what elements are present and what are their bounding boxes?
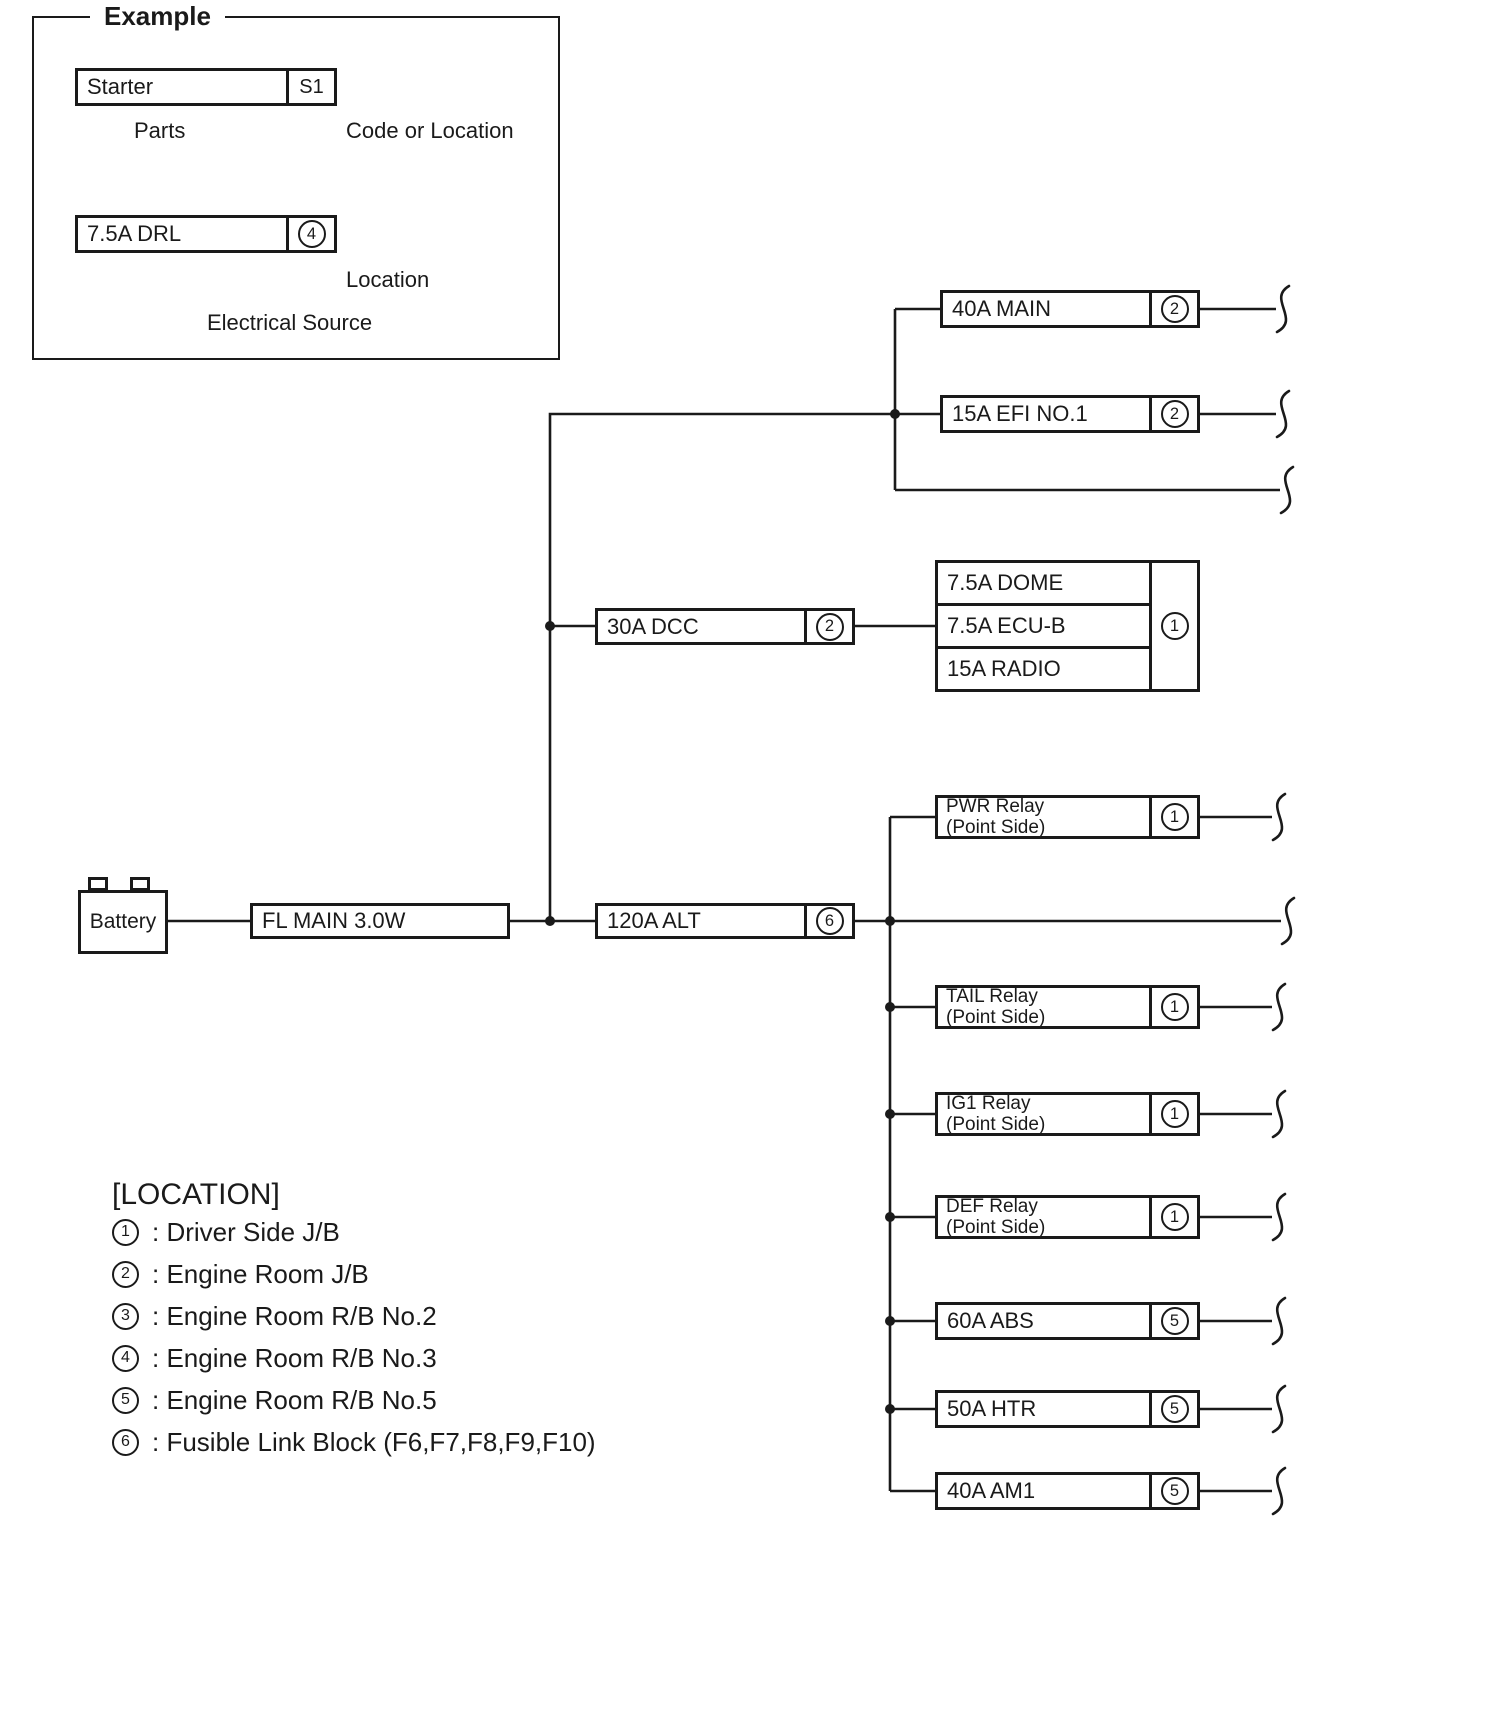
example-title: Example bbox=[90, 1, 225, 32]
code-cell bbox=[1149, 1475, 1197, 1507]
battery-terminal-right-icon bbox=[130, 877, 150, 891]
location-badge: 1 bbox=[1161, 803, 1189, 831]
branch-40a-am1 bbox=[935, 1472, 1200, 1510]
location-badge: 5 bbox=[1161, 1395, 1189, 1423]
fuse-15a-efi-no1 bbox=[940, 395, 1200, 433]
legend-title: [LOCATION] bbox=[112, 1178, 280, 1211]
relay-side: (Point Side) bbox=[946, 1217, 1046, 1238]
legend-item bbox=[112, 1257, 369, 1291]
branch-ig1-relay bbox=[935, 1092, 1200, 1136]
part-label bbox=[938, 988, 1149, 1026]
part-label: 50A HTR bbox=[947, 1396, 1037, 1421]
code-cell bbox=[1149, 988, 1197, 1026]
legend-item bbox=[112, 1299, 437, 1333]
location-badge: 1 bbox=[112, 1219, 139, 1246]
legend-text: : Engine Room R/B No.5 bbox=[152, 1384, 437, 1415]
fuse-rows bbox=[938, 563, 1149, 689]
branch-tail-relay bbox=[935, 985, 1200, 1029]
parts-caption: Parts bbox=[134, 118, 186, 143]
part-label: Starter bbox=[87, 74, 154, 99]
fuse-30a-dcc bbox=[595, 608, 855, 645]
fuse-120a-alt bbox=[595, 903, 855, 939]
battery: Battery bbox=[78, 890, 168, 954]
part-label: FL MAIN 3.0W bbox=[262, 908, 406, 933]
legend-item bbox=[112, 1425, 596, 1459]
location-badge: 6 bbox=[816, 907, 844, 935]
code-cell bbox=[1149, 1198, 1197, 1236]
fuse-row: 7.5A DOME bbox=[938, 563, 1149, 606]
location-badge: 6 bbox=[112, 1429, 139, 1456]
location-badge: 4 bbox=[112, 1345, 139, 1372]
part-label bbox=[938, 1198, 1149, 1236]
relay-name: TAIL Relay bbox=[946, 986, 1038, 1007]
location-badge: 1 bbox=[1161, 993, 1189, 1021]
code-cell bbox=[804, 906, 852, 936]
code-cell bbox=[804, 611, 852, 642]
fuse-40a-main bbox=[940, 290, 1200, 328]
legend-item bbox=[112, 1215, 340, 1249]
code-cell bbox=[1149, 798, 1197, 836]
location-caption: Location bbox=[346, 267, 430, 292]
fuse-row: 7.5A ECU-B bbox=[938, 606, 1149, 649]
wire-break-icons bbox=[1273, 286, 1294, 1514]
location-badge: 1 bbox=[1161, 1100, 1189, 1128]
part-label bbox=[938, 1095, 1149, 1133]
part-label: 60A ABS bbox=[947, 1308, 1034, 1333]
part-label: 7.5A DRL bbox=[87, 221, 182, 246]
electrical-source-caption: Electrical Source bbox=[207, 310, 373, 335]
code-cell: S1 bbox=[286, 71, 334, 103]
code-or-location-caption: Code or Location bbox=[346, 118, 514, 143]
fuse-row: 15A RADIO bbox=[947, 656, 1061, 681]
legend-item bbox=[112, 1383, 437, 1417]
relay-name: PWR Relay bbox=[946, 796, 1045, 817]
location-badge: 1 bbox=[1161, 612, 1189, 640]
legend-text: : Engine Room R/B No.3 bbox=[152, 1342, 437, 1373]
location-badge: 2 bbox=[1161, 295, 1189, 323]
branch-def-relay bbox=[935, 1195, 1200, 1239]
code-cell bbox=[1149, 293, 1197, 325]
location-badge: 1 bbox=[1161, 1203, 1189, 1231]
part-label bbox=[938, 798, 1149, 836]
location-badge: 2 bbox=[112, 1261, 139, 1288]
relay-name: DEF Relay bbox=[946, 1196, 1038, 1217]
branch-pwr-relay bbox=[935, 795, 1200, 839]
example-drl-part-box bbox=[75, 215, 337, 253]
jb-fuse-block bbox=[935, 560, 1200, 692]
relay-side: (Point Side) bbox=[946, 817, 1046, 838]
legend-text: : Fusible Link Block (F6,F7,F8,F9,F10) bbox=[152, 1426, 596, 1457]
location-badge: 2 bbox=[1161, 400, 1189, 428]
code-cell bbox=[1149, 1305, 1197, 1337]
branch-50a-htr bbox=[935, 1390, 1200, 1428]
legend-text: : Engine Room R/B No.2 bbox=[152, 1300, 437, 1331]
code-cell bbox=[1149, 398, 1197, 430]
part-label: 30A DCC bbox=[607, 613, 699, 639]
example-starter-part-box bbox=[75, 68, 337, 106]
battery-terminal-left-icon bbox=[88, 877, 108, 891]
location-badge: 3 bbox=[112, 1303, 139, 1330]
part-label: 15A EFI NO.1 bbox=[952, 401, 1088, 426]
part-label: 40A AM1 bbox=[947, 1478, 1036, 1503]
location-badge: 5 bbox=[1161, 1477, 1189, 1505]
location-badge: 5 bbox=[1161, 1307, 1189, 1335]
part-label: 120A ALT bbox=[607, 908, 701, 933]
relay-name: IG1 Relay bbox=[946, 1093, 1031, 1114]
location-badge: 5 bbox=[112, 1387, 139, 1414]
legend-text: : Driver Side J/B bbox=[152, 1216, 340, 1247]
code-cell bbox=[286, 218, 334, 250]
relay-side: (Point Side) bbox=[946, 1007, 1046, 1028]
legend-text: : Engine Room J/B bbox=[152, 1258, 369, 1289]
location-badge: 4 bbox=[298, 220, 326, 248]
location-badge: 2 bbox=[816, 613, 844, 641]
code-cell bbox=[1149, 563, 1197, 689]
legend-item bbox=[112, 1341, 437, 1375]
relay-side: (Point Side) bbox=[946, 1114, 1046, 1135]
part-label: 40A MAIN bbox=[952, 296, 1052, 321]
branch-60a-abs bbox=[935, 1302, 1200, 1340]
code-cell bbox=[1149, 1393, 1197, 1425]
fusible-link-fl-main bbox=[250, 903, 510, 939]
code-cell bbox=[1149, 1095, 1197, 1133]
